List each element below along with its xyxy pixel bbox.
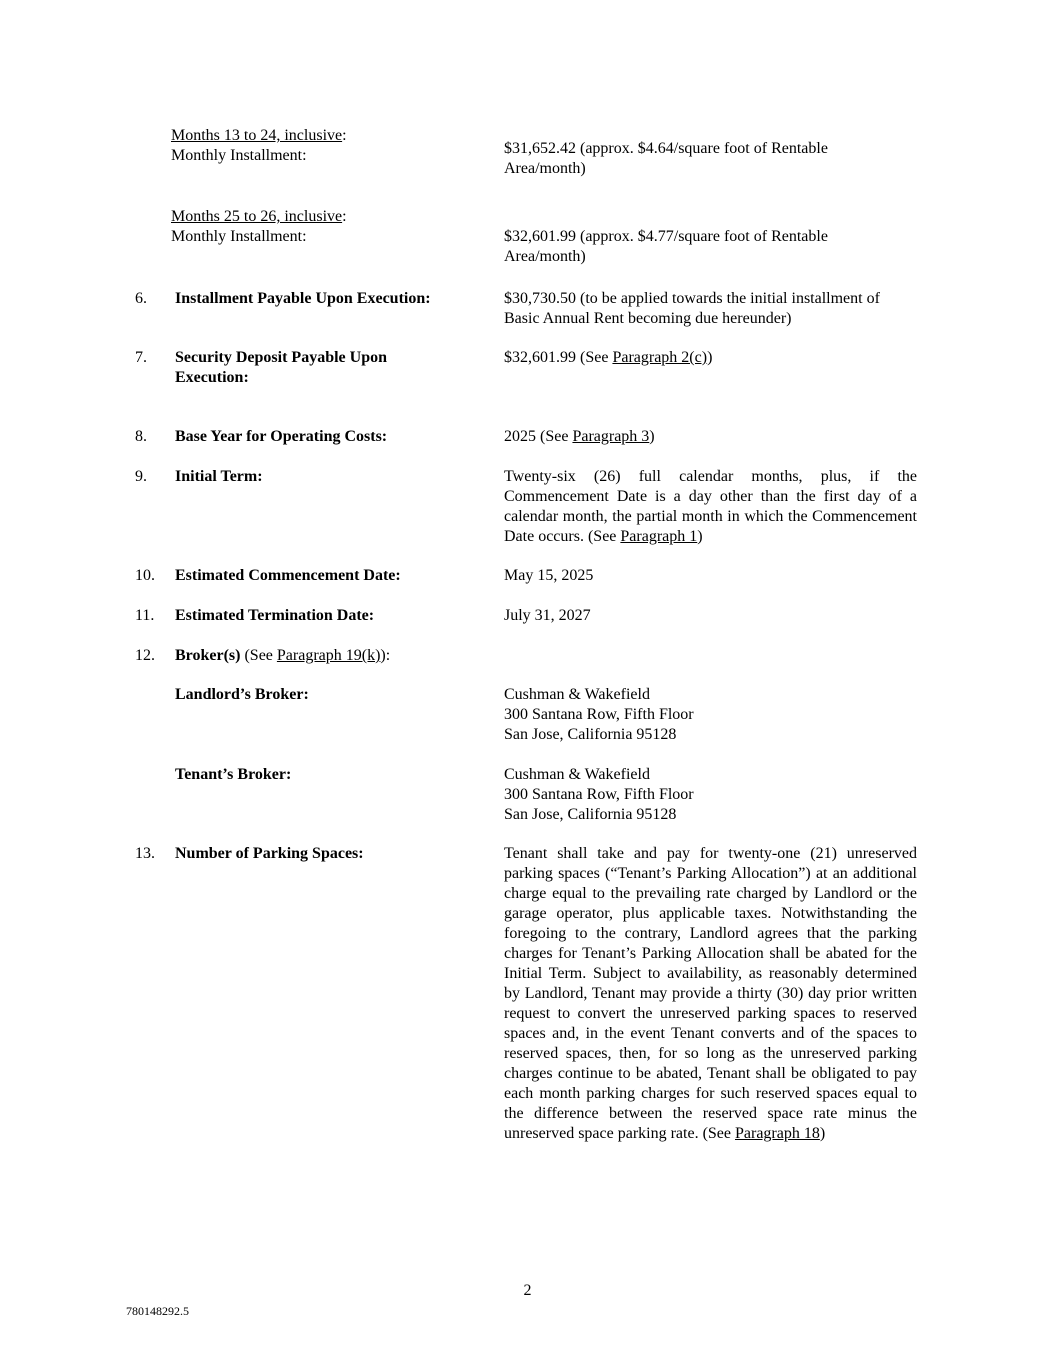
item-6-label: Installment Payable Upon Execution:	[175, 290, 431, 307]
rent-period-2-amount	[504, 227, 917, 267]
landlord-broker-address2: San Jose, California 95128	[504, 726, 677, 743]
item-7-value	[504, 348, 917, 368]
item-11-number: 11.	[135, 607, 155, 624]
rent-period-1-amount-line1: $31,652.42 (approx. $4.64/square foot of Rentable	[504, 140, 828, 157]
page-number: 2	[523, 1282, 532, 1299]
item-13-value-suffix: )	[819, 1125, 826, 1142]
item-8-value-text: 2025 (See	[504, 428, 573, 445]
item-13-number: 13.	[135, 845, 155, 862]
paragraph-3-reference: Paragraph 3	[572, 428, 650, 445]
item-10-value: May 15, 2025	[504, 567, 594, 584]
item-8-value-suffix: )	[649, 428, 655, 445]
item-12-label-suffix: ):	[380, 647, 391, 664]
item-9-value-suffix: )	[697, 528, 703, 545]
landlord-broker-label: Landlord’s Broker:	[175, 686, 309, 703]
item-9-label: Initial Term:	[175, 468, 263, 485]
item-12-label	[175, 646, 475, 666]
tenant-broker-details	[504, 765, 917, 825]
rent-period-1-installment-label: Monthly Installment:	[171, 147, 307, 164]
rent-period-1-amount	[504, 139, 917, 179]
item-9-value	[504, 467, 917, 547]
item-6-number: 6.	[135, 290, 147, 307]
landlord-broker-details	[504, 685, 917, 745]
rent-period-1-label: Months 13 to 24, inclusive	[171, 127, 343, 144]
paragraph-18-reference: Paragraph 18	[735, 1125, 820, 1142]
rent-period-1-amount-line2: Area/month)	[504, 160, 586, 177]
item-9-value-text: Twenty-six (26) full calendar months, plus, if the Commencement Date is a day other than the first day of a calendar month, the partial month in which the Commencement Date occurs. (See	[504, 468, 917, 545]
rent-period-2-installment-label: Monthly Installment:	[171, 228, 307, 245]
item-12-label-see: (See	[240, 647, 277, 664]
document-id: 780148292.5	[126, 1304, 189, 1318]
item-7-number: 7.	[135, 349, 147, 366]
item-7-value-text: $32,601.99 (See	[504, 349, 613, 366]
item-13-value-text: Tenant shall take and pay for twenty-one (21) unreserved parking spaces (“Tenant’s Parking Allocation”) at an additional charge equal to the prevailing rate charged by Landlord or the garage operator, plus applicable taxes. Notwithstanding the foregoing to the contrary, Landlord agrees that the parking charges for Tenant’s Parking Allocation shall be abated for the Initial Term. Subject to availability, as reasonably determined by Landlord, Tenant may provide a thirty (30) day prior written request to convert the unreserved parking spaces to reserved spaces and, in the event Tenant converts and of the spaces to reserved spaces, then, for so long as the unreserved parking charges continue to be abated, Tenant shall be obligated to pay each month parking charges for such reserved spaces equal to the difference between the reserved space rate minus the unreserved space parking rate. (See	[504, 845, 917, 1142]
tenant-broker-address2: San Jose, California 95128	[504, 806, 677, 823]
rent-period-2-label: Months 25 to 26, inclusive	[171, 208, 343, 225]
item-8-value	[504, 427, 917, 447]
landlord-broker-address1: 300 Santana Row, Fifth Floor	[504, 706, 694, 723]
item-7-label: Security Deposit Payable Upon Execution:	[175, 349, 387, 386]
item-13-label: Number of Parking Spaces:	[175, 845, 364, 862]
item-10-number: 10.	[135, 567, 155, 584]
tenant-broker-name: Cushman & Wakefield	[504, 766, 650, 783]
rent-period-2-colon: :	[342, 208, 347, 225]
item-10-label: Estimated Commencement Date:	[175, 567, 401, 584]
paragraph-19k-reference: Paragraph 19(k)	[276, 647, 381, 664]
tenant-broker-address1: 300 Santana Row, Fifth Floor	[504, 786, 694, 803]
item-13-value	[504, 844, 917, 1144]
item-8-label: Base Year for Operating Costs:	[175, 428, 388, 445]
item-8-number: 8.	[135, 428, 147, 445]
item-7-value-suffix: )	[707, 349, 713, 366]
rent-period-2-amount-line2: Area/month)	[504, 248, 586, 265]
paragraph-2c-reference: Paragraph 2(c)	[612, 349, 708, 366]
tenant-broker-label: Tenant’s Broker:	[175, 766, 292, 783]
rent-period-2-amount-line1: $32,601.99 (approx. $4.77/square foot of Rentable	[504, 228, 828, 245]
item-9-number: 9.	[135, 468, 147, 485]
item-6-value: $30,730.50 (to be applied towards the initial installment of Basic Annual Rent becoming due hereunder)	[504, 290, 880, 327]
rent-period-1	[171, 126, 347, 166]
paragraph-1-reference: Paragraph 1	[620, 528, 698, 545]
rent-period-2	[171, 207, 347, 247]
item-11-value: July 31, 2027	[504, 607, 591, 624]
item-11-label: Estimated Termination Date:	[175, 607, 375, 624]
item-12-label-text: Broker(s)	[175, 647, 241, 664]
rent-period-1-colon: :	[342, 127, 347, 144]
item-12-number: 12.	[135, 647, 155, 664]
landlord-broker-name: Cushman & Wakefield	[504, 686, 650, 703]
